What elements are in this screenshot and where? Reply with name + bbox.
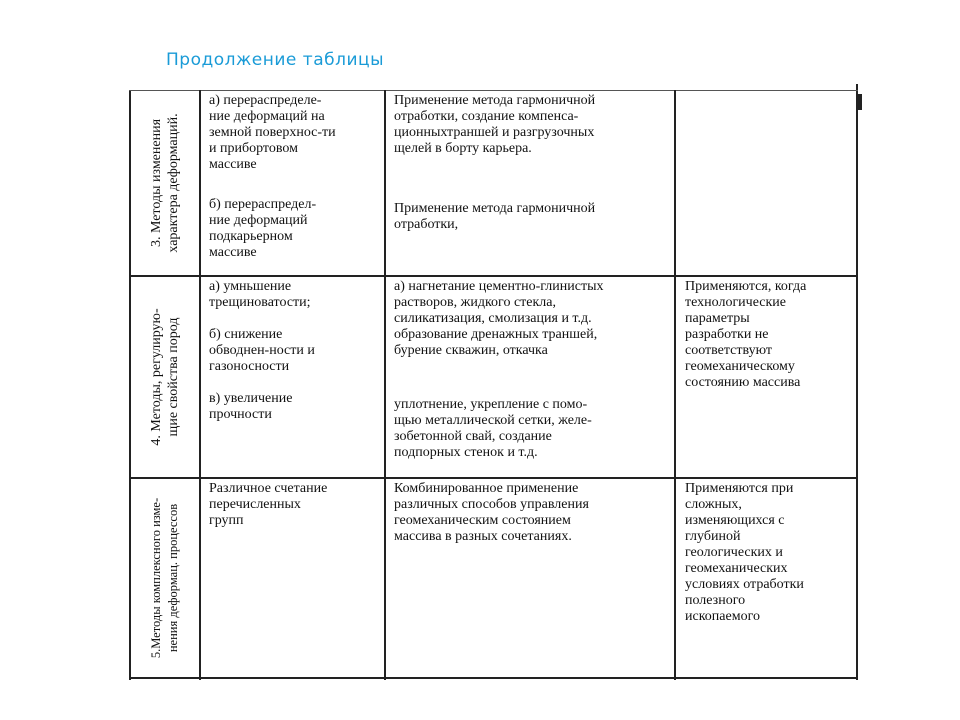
text-line: технологические — [685, 295, 787, 310]
methods-table — [129, 90, 859, 680]
text-line: и прибортовом — [209, 141, 298, 156]
row-3-application — [685, 93, 855, 275]
text-line: образование дренажных траншей, — [394, 327, 598, 342]
table-border-right — [856, 84, 858, 680]
text-line: полезного — [685, 593, 746, 608]
text-line: геологических и — [685, 545, 783, 560]
text-line: ископаемого — [685, 609, 760, 624]
column-divider-2 — [384, 90, 386, 680]
group-label-line: нения деформац. процессов — [166, 503, 180, 653]
text-line: обводнен-ности и — [209, 343, 315, 358]
text-line: массиве — [209, 157, 257, 172]
text-line: сложных, — [685, 497, 742, 512]
slide-title: Продолжение таблицы — [166, 50, 385, 70]
text-line: силикатизация, смолизация и т.д. — [394, 311, 592, 326]
column-divider-3 — [674, 90, 676, 680]
text-line: Различное счетание — [209, 481, 328, 496]
text-line: перечисленных — [209, 497, 301, 512]
column-divider-1 — [199, 90, 201, 680]
text-line: б) снижение — [209, 327, 283, 342]
row-3-subgroups — [209, 93, 381, 275]
row-divider-2 — [129, 477, 858, 479]
group-label-line: 4. Методы, регулирую- — [149, 308, 164, 446]
text-line: щелей в борту карьера. — [394, 141, 532, 156]
text-line: а) перераспределе- — [209, 93, 322, 108]
text-line: Применяются при — [685, 481, 794, 496]
text-line: геомеханическому — [685, 359, 795, 374]
text-line: подпорных стенок и т.д. — [394, 445, 538, 460]
text-line: разработки не — [685, 327, 769, 342]
text-line: Применяются, когда — [685, 279, 807, 294]
text-line: Комбинированное применение — [394, 481, 579, 496]
table-border-top — [129, 90, 858, 91]
text-line: массива в разных сочетаниях. — [394, 529, 572, 544]
text-line: а) нагнетание цементно-глинистых — [394, 279, 604, 294]
text-line: отработки, создание компенса- — [394, 109, 579, 124]
text-line: б) перераспредел- — [209, 197, 317, 212]
table-border-bottom — [129, 677, 858, 679]
text-line: условиях отработки — [685, 577, 804, 592]
text-line: зобетонной свай, создание — [394, 429, 552, 444]
text-line: массиве — [209, 245, 257, 260]
text-line: трещиноватости; — [209, 295, 311, 310]
row-3-group-label — [131, 91, 199, 275]
text-line: газоносности — [209, 359, 290, 374]
row-4-subgroups — [209, 279, 381, 475]
row-3-methods — [394, 93, 672, 275]
text-line: Применение метода гармоничной — [394, 93, 596, 108]
text-line: земной поверхнос-ти — [209, 125, 336, 140]
text-line: растворов, жидкого стекла, — [394, 295, 556, 310]
group-label-line: щие свойства пород — [166, 317, 181, 437]
row-4-application — [685, 279, 855, 475]
text-line: щью металлической сетки, желе- — [394, 413, 592, 428]
text-line: а) умньшение — [209, 279, 292, 294]
text-line: подкарьерном — [209, 229, 293, 244]
group-label-line: характера деформаций. — [166, 113, 181, 253]
text-line: ние деформаций на — [209, 109, 325, 124]
text-line: ние деформаций — [209, 213, 308, 228]
text-line: соответствуют — [685, 343, 773, 358]
text-line: глубиной — [685, 529, 741, 544]
text-line: различных способов управления — [394, 497, 589, 512]
text-line: в) увеличение — [209, 391, 293, 406]
row-4-methods — [394, 279, 672, 475]
text-line: прочности — [209, 407, 272, 422]
text-line: групп — [209, 513, 244, 528]
row-5-application — [685, 481, 855, 675]
text-line: Применение метода гармоничной — [394, 201, 596, 216]
row-divider-1 — [129, 275, 858, 277]
row-5-methods — [394, 481, 672, 675]
text-line: ционныхтраншей и разгрузочных — [394, 125, 595, 140]
text-line: изменяющихся с — [685, 513, 785, 528]
text-line: геомеханическим состоянием — [394, 513, 571, 528]
text-line: состоянию массива — [685, 375, 801, 390]
group-label-line: 5.Методы комплексного изме- — [149, 497, 163, 659]
text-line: отработки, — [394, 217, 459, 232]
text-line: бурение скважин, откачка — [394, 343, 548, 358]
text-line: параметры — [685, 311, 750, 326]
border-edge-mark — [858, 94, 862, 110]
row-5-group-label — [131, 479, 199, 677]
row-4-group-label — [131, 277, 199, 477]
text-line: геомеханических — [685, 561, 788, 576]
row-5-subgroups — [209, 481, 381, 675]
text-line: уплотнение, укрепление с помо- — [394, 397, 588, 412]
group-label-line: 3. Методы изменения — [149, 118, 164, 248]
